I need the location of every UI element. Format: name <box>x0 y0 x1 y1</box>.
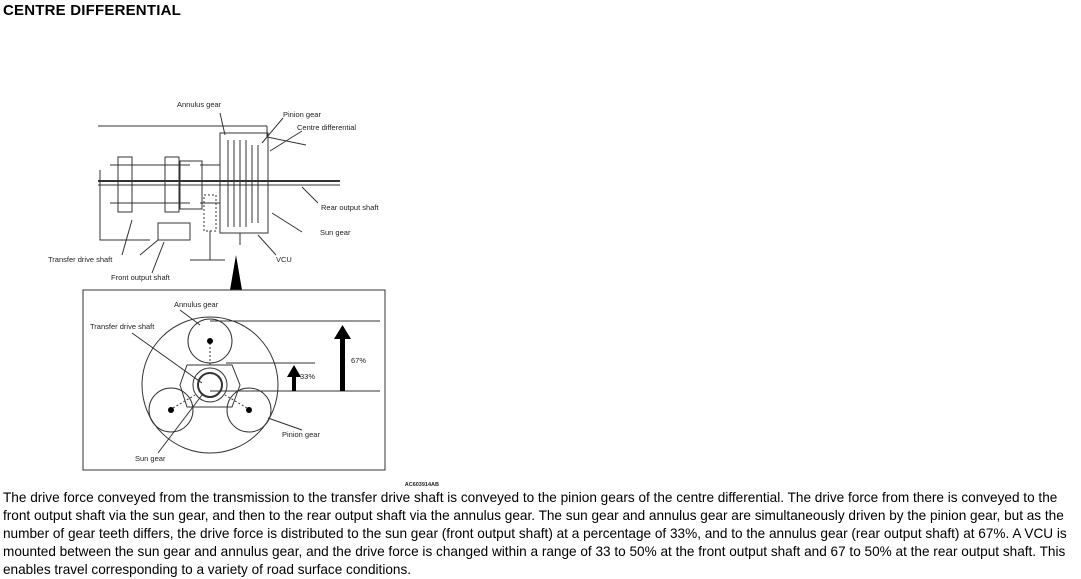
leader-front-output-shaft <box>152 242 164 273</box>
arrow-67-head <box>334 325 351 339</box>
label-lower-transfer-drive-shaft: Transfer drive shaft <box>90 322 155 331</box>
arrow-67-shaft <box>340 337 345 391</box>
front-output-shaft-end <box>140 240 158 255</box>
detail-pointer <box>230 255 242 290</box>
diff-connector <box>200 165 220 203</box>
label-67-percent: 67% <box>351 356 367 365</box>
description-paragraph: The drive force conveyed from the transmission to the transfer drive shaft is conveyed to the pinion gears of the centre differential. The drive force from there is conveyed to the front output shaft via the sun gear, and then to the rear output shaft via the annulus gear. The sun gear and annulus gear are simultaneously driven by the pinion gear, but as the number of gear teeth differs, the drive force is distributed to the sun gear (front output shaft) at a percentage of 33%, and to the annulus gear (rear output shaft) at 67%. A VCU is mounted between the sun gear and annulus gear, and the drive force is changed within a range of 33 to 50% at the front output shaft and 67 to 50% at the rear output shaft. This enables travel corresponding to a variety of road surface conditions. <box>3 490 1067 577</box>
centre-differential-figure <box>40 95 439 490</box>
leader-vcu <box>258 235 276 255</box>
label-lower-annulus-gear: Annulus gear <box>174 300 219 309</box>
pinion-dot-right <box>246 407 252 413</box>
front-output-shaft <box>158 223 190 240</box>
arrow-33-head <box>287 365 301 377</box>
detail-box <box>83 290 385 470</box>
label-lower-sun-gear: Sun gear <box>135 454 166 463</box>
leader-centre-differential <box>270 131 302 151</box>
leader-sun-gear <box>272 213 302 232</box>
leader-annulus-gear <box>220 113 225 135</box>
pinion-dot-left <box>168 407 174 413</box>
annulus-gear-ring <box>142 317 278 453</box>
label-lower-pinion-gear: Pinion gear <box>282 430 320 439</box>
figure-code: AC603914AB <box>404 482 439 488</box>
label-annulus-gear: Annulus gear <box>177 100 222 109</box>
carrier-hexagon <box>180 365 240 407</box>
label-pinion-gear: Pinion gear <box>283 110 321 119</box>
label-transfer-drive-shaft: Transfer drive shaft <box>48 255 113 264</box>
leader-transfer-drive-shaft <box>122 220 132 255</box>
differential-housing <box>220 133 268 233</box>
leader-lower-pinion <box>268 418 302 430</box>
pinion-dot-top <box>207 338 213 344</box>
label-sun-gear: Sun gear <box>320 228 351 237</box>
arrow-33-shaft <box>292 375 296 391</box>
label-front-output-shaft: Front output shaft <box>111 273 170 282</box>
label-33-percent: 33% <box>300 372 316 381</box>
leader-rear-output-shaft <box>302 187 318 203</box>
page-title: CENTRE DIFFERENTIAL <box>3 2 181 19</box>
label-centre-differential: Centre differential <box>297 123 357 132</box>
label-vcu: VCU <box>276 255 292 264</box>
sun-gear-inner <box>198 373 222 397</box>
vcu-box <box>204 195 216 231</box>
label-rear-output-shaft: Rear output shaft <box>321 203 379 212</box>
diagram-svg <box>40 95 439 490</box>
